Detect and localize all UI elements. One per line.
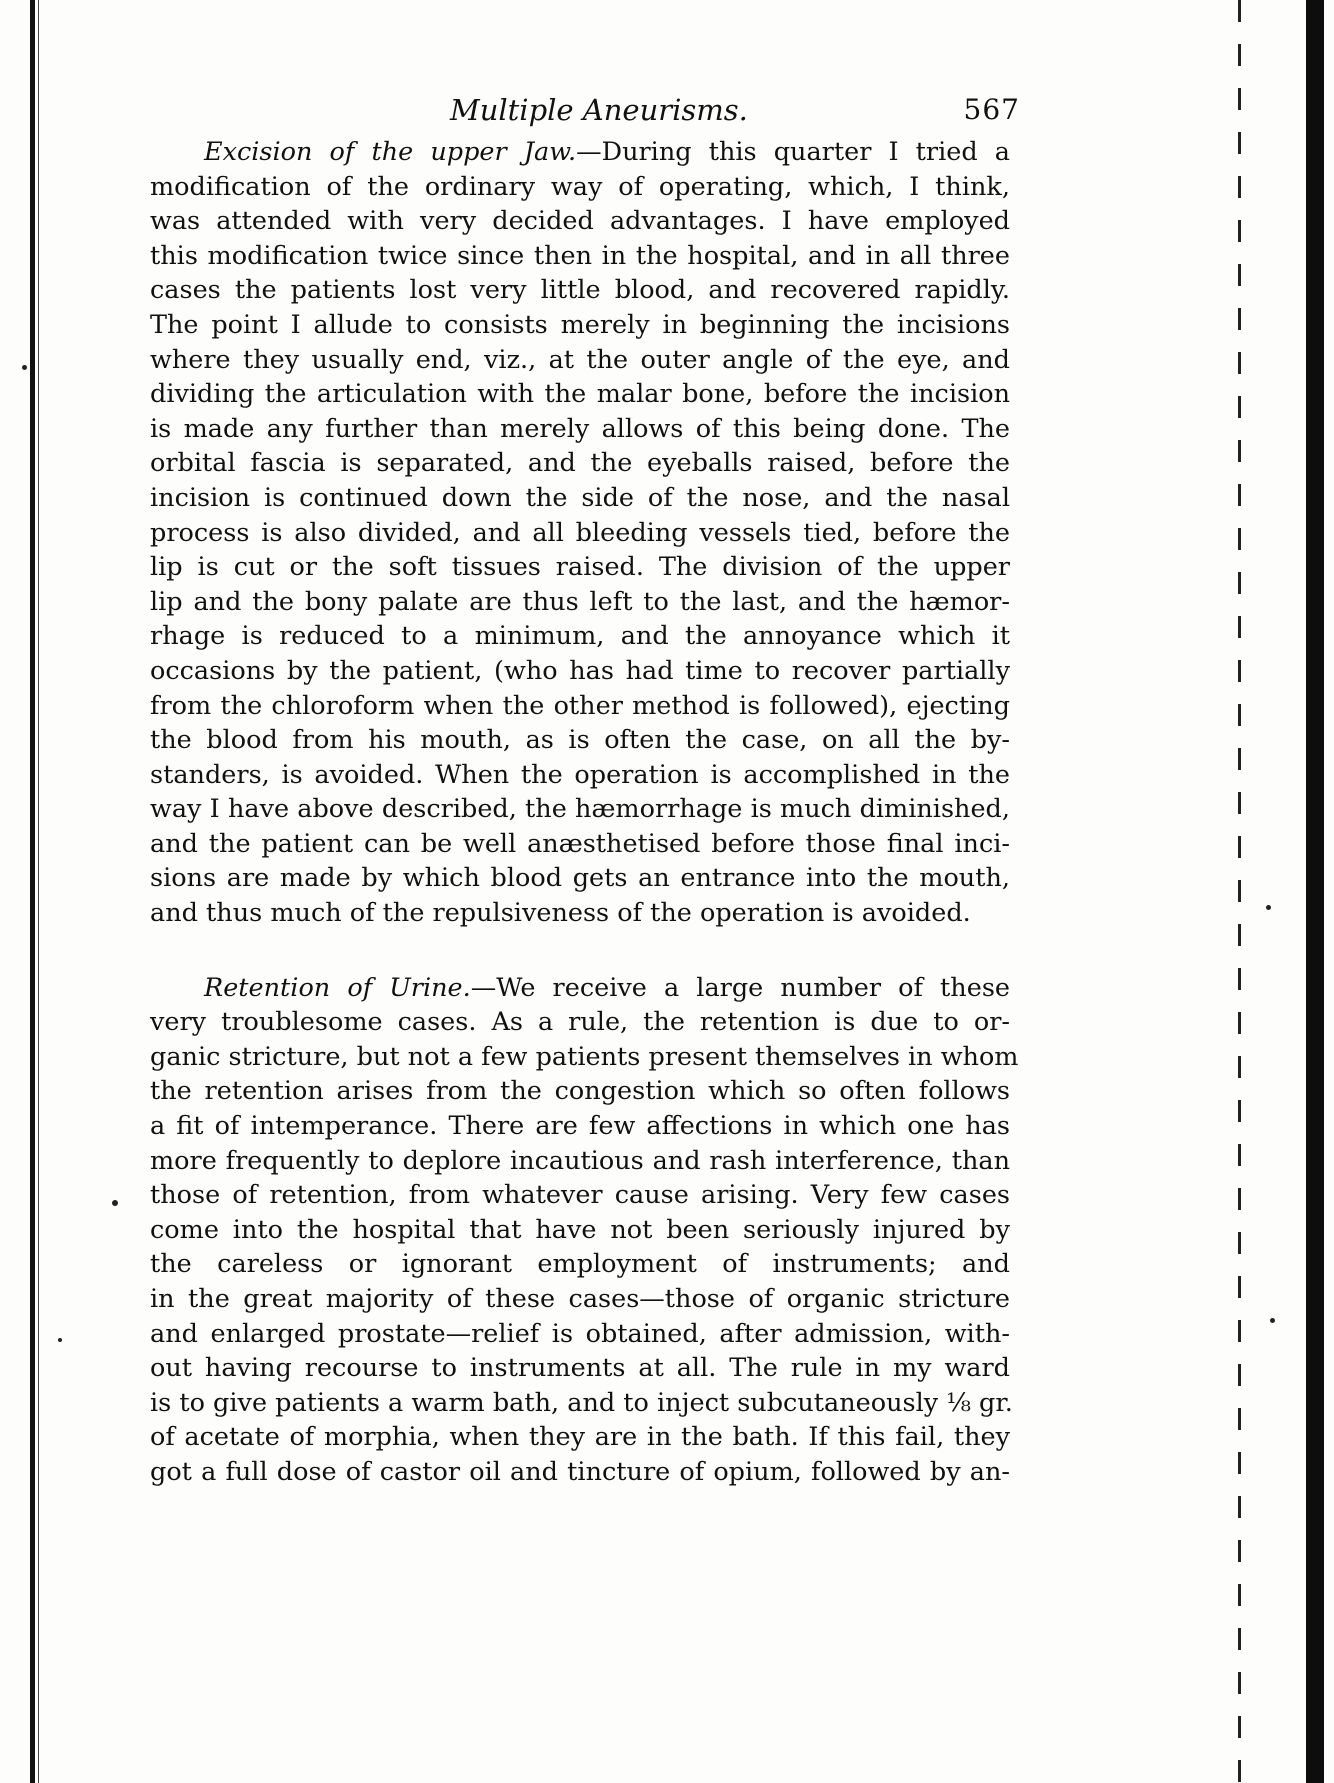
text-line: in the great majority of these cases—those of organic stricture	[150, 1284, 1010, 1314]
text-line: modification of the ordinary way of operating, which, I think,	[150, 171, 1010, 202]
text-line: this modification twice since then in the hospital, and in all three	[150, 240, 1010, 271]
running-title: Multiple Aneurisms.	[450, 93, 748, 127]
text-line: and enlarged prostate—relief is obtained, after admission, with-	[150, 1318, 1010, 1349]
page-number: 567	[963, 93, 1020, 126]
paragraph-excision	[150, 135, 1010, 931]
text-line: a fit of intemperance. There are few affections in which one has	[150, 1111, 1010, 1142]
text-line: of acetate of morphia, when they are in the bath. If this fail, they	[150, 1422, 1010, 1453]
book-page	[150, 85, 1020, 1490]
text-line: incision is continued down the side of the nose, and the nasal	[150, 482, 1010, 513]
text-line: lip is cut or the soft tissues raised. The division of the upper	[150, 552, 1010, 583]
text-line: where they usually end, viz., at the outer angle of the eye, and	[150, 344, 1010, 375]
text-line: and the patient can be well anæsthetised before those final inci-	[150, 828, 1010, 859]
section-heading-excision: Excision of the upper Jaw.	[204, 137, 577, 167]
text-line: the retention arises from the congestion which so often follows	[150, 1076, 1010, 1107]
scan-speck	[58, 1338, 62, 1342]
text-line-content: —We receive a large number of these	[470, 972, 1010, 1003]
scan-speck	[112, 1200, 118, 1206]
text-line: occasions by the patient, (who has had time to recover partially	[150, 655, 1010, 686]
text-line: very troublesome cases. As a rule, the retention is due to or-	[150, 1007, 1010, 1038]
text-line: process is also divided, and all bleeding vessels tied, before the	[150, 517, 1010, 548]
text-line: more frequently to deplore incautious and rash interference, than	[150, 1145, 1010, 1176]
text-line: lip and the bony palate are thus left to the last, and the hæmor-	[150, 586, 1010, 617]
text-line: orbital fascia is separated, and the eyeballs raised, before the	[150, 448, 1010, 479]
text-line: rhage is reduced to a minimum, and the annoyance which it	[150, 621, 1010, 652]
text-line: ganic stricture, but not a few patients present themselves in whom	[150, 1041, 1019, 1072]
running-head	[150, 85, 1020, 135]
text-line: those of retention, from whatever cause arising. Very few cases	[150, 1180, 1010, 1211]
scan-edge-left-line	[38, 0, 39, 1783]
scan-speck	[22, 365, 27, 370]
text-line: out having recourse to instruments at all. The rule in my ward	[150, 1353, 1010, 1384]
section-heading-retention: Retention of Urine.	[204, 972, 471, 1003]
text-line: dividing the articulation with the malar bone, before the incision	[150, 379, 1010, 410]
scan-speck	[1266, 905, 1271, 910]
text-line: was attended with very decided advantages. I have employed	[150, 206, 1010, 237]
scan-edge-right	[1306, 0, 1324, 1783]
text-line: the careless or ignorant employment of instruments; and	[150, 1249, 1010, 1280]
text-line: come into the hospital that have not been seriously injured by	[150, 1214, 1010, 1245]
text-line: sions are made by which blood gets an entrance into the mouth,	[150, 863, 1010, 894]
text-line	[150, 135, 1010, 170]
text-line: way I have above described, the hæmorrhage is much diminished,	[150, 794, 1010, 825]
text-line: cases the patients lost very little blood, and recovered rapidly.	[150, 275, 1010, 306]
text-line	[150, 971, 1010, 1006]
text-line: got a full dose of castor oil and tincture of opium, followed by an-	[150, 1456, 1010, 1487]
paragraph-retention	[150, 971, 1019, 1490]
scan-speck	[1270, 1318, 1275, 1323]
scan-edge-right-dashes	[1238, 0, 1241, 1783]
text-line: the blood from his mouth, as is often the case, on all the by-	[150, 725, 1010, 756]
text-line-content: —During this quarter I tried a	[576, 137, 1010, 167]
text-line: The point I allude to consists merely in beginning the incisions	[150, 309, 1010, 340]
text-line: from the chloroform when the other method is followed), ejecting	[150, 690, 1010, 721]
text-line: and thus much of the repulsiveness of the operation is avoided.	[150, 898, 971, 929]
text-line: standers, is avoided. When the operation is accomplished in the	[150, 759, 1010, 790]
paragraph-gap	[150, 931, 1010, 971]
text-line: is made any further than merely allows of this being done. The	[150, 413, 1010, 444]
text-line: is to give patients a warm bath, and to inject subcutaneously ⅛ gr.	[150, 1387, 1013, 1418]
scan-edge-left	[30, 0, 35, 1783]
